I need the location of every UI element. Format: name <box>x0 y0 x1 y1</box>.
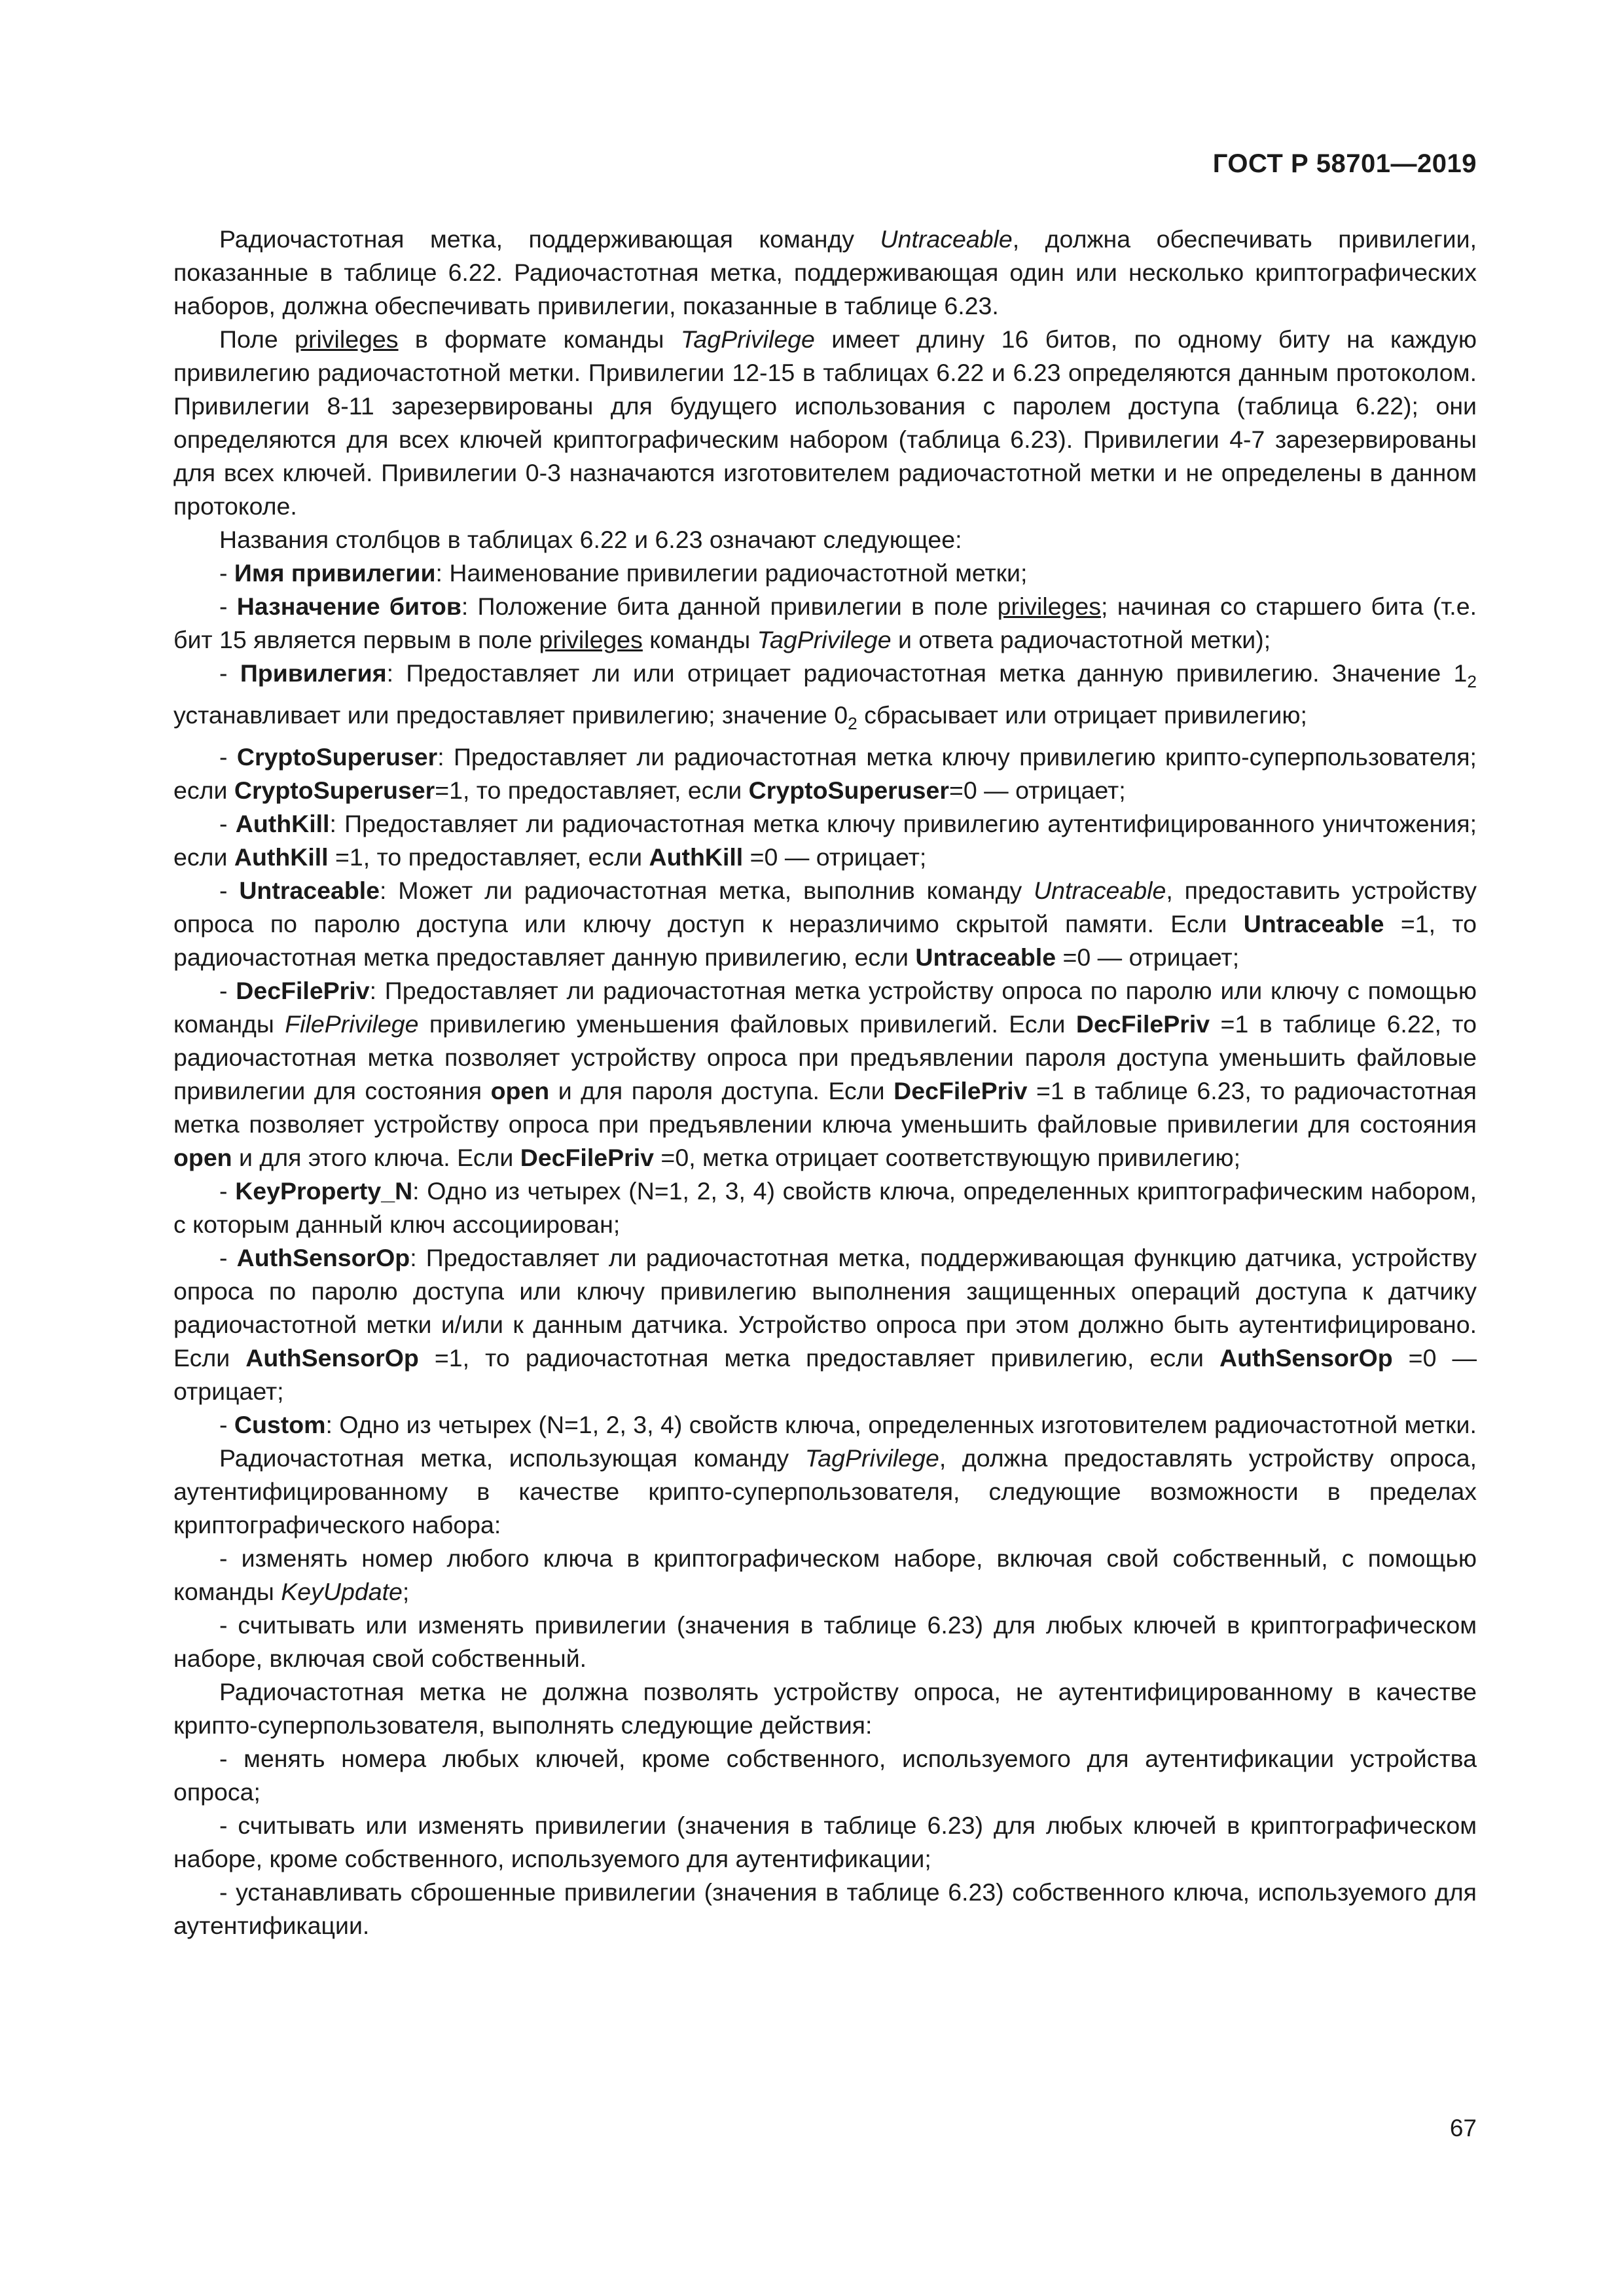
paragraph-p18 <box>173 1742 1477 1809</box>
text-run: =0, метка отрицает соответствующую привилегию; <box>654 1144 1241 1172</box>
text-run: privileges <box>539 626 643 653</box>
text-run: =0 — отрицает; <box>949 776 1126 805</box>
text-run: =1 в таблице 6.22, то радиочастотная метка позволяет устройству опроса при предъявлении пароля доступа уменьшить файловые привилегии для состояния <box>173 1010 1477 1105</box>
text-run: =1, то предоставляет, если <box>328 843 649 871</box>
text-run: : Наименование привилегии радиочастотной метки; <box>435 559 1028 587</box>
text-run: и ответа радиочастотной метки); <box>891 626 1271 653</box>
text-run: - <box>219 1177 236 1205</box>
text-run: - <box>219 743 237 771</box>
text-run: open <box>173 1144 232 1172</box>
text-run: CryptoSuperuser <box>234 776 435 805</box>
text-run: : Предоставляет ли радиочастотная метка ключу привилегию аутентифицированного уничтожения; если <box>173 810 1477 871</box>
text-run: =0 — отрицает; <box>173 1344 1477 1406</box>
text-run: : Предоставляет ли или отрицает радиочастотная метка данную привилегию. Значение 1 <box>386 659 1468 687</box>
text-run: - <box>219 592 237 620</box>
paragraph-p19 <box>173 1809 1477 1876</box>
text-run: AuthSensorOp <box>245 1344 419 1372</box>
text-run: имеет длину 16 битов, по одному биту на каждую привилегию радиочастотной метки. Привилегии 12-15 в таблицах 6.22 и 6.23 определяются данным протоколом. Привилегии 8-11 зарезервированы для будущего использования с паролем доступа (таблица 6.22); они определяются для всех ключей криптографическим набором (таблица 6.23). Привилегии 4-7 зарезервированы для всех ключей. Привилегии 0-3 назначаются изготовителем радиочастотной метки и не определены в данном протоколе. <box>173 325 1477 520</box>
paragraph-p9 <box>173 874 1477 974</box>
text-run: - <box>219 659 240 687</box>
text-run: - <box>219 1244 237 1272</box>
text-run: : Предоставляет ли радиочастотная метка, поддерживающая функцию датчика, устройству опроса по паролю доступа или ключу привилегию выполнения защищенных операций доступа к датчику радиочастотной метки и/или к данным датчика. Устройство опроса при этом должно быть аутентифицировано. Если <box>173 1244 1477 1372</box>
paragraph-p14 <box>173 1442 1477 1542</box>
paragraph-p8 <box>173 807 1477 874</box>
document-body <box>173 223 1477 1942</box>
text-run: : Одно из четырех (N=1, 2, 3, 4) свойств ключа, определенных криптографическим набором, с которым данный ключ ассоциирован; <box>173 1177 1477 1239</box>
text-run: Привилегия <box>240 659 387 687</box>
text-run: ; <box>402 1578 410 1606</box>
paragraph-p12 <box>173 1241 1477 1408</box>
text-run: CryptoSuperuser <box>748 776 949 805</box>
paragraph-p11 <box>173 1175 1477 1241</box>
text-run: - <box>219 877 240 905</box>
text-run: в формате команды <box>398 325 681 353</box>
text-run: Радиочастотная метка не должна позволять устройству опроса, не аутентифицированному в качестве крипто-суперпользователя, выполнять следующие действия: <box>173 1678 1477 1740</box>
text-run: : Предоставляет ли радиочастотная метка ключу привилегию крипто-суперпользователя; если <box>173 743 1477 805</box>
text-run: FilePrivilege <box>285 1010 419 1038</box>
text-run: : Предоставляет ли радиочастотная метка устройству опроса по паролю или ключу с помощью команды <box>173 977 1477 1038</box>
paragraph-p1 <box>173 223 1477 323</box>
text-run: Радиочастотная метка, поддерживающая команду <box>219 225 880 253</box>
text-run: - менять номера любых ключей, кроме собственного, используемого для аутентификации устройства опроса; <box>173 1745 1477 1806</box>
text-run: privileges <box>295 325 399 353</box>
text-run: , должна предоставлять устройству опроса, аутентифицированному в качестве крипто-суперпользователя, следующие возможности в пределах криптографического набора: <box>173 1444 1477 1539</box>
text-run: TagPrivilege <box>680 325 815 353</box>
page-header-standard: ГОСТ Р 58701—2019 <box>1212 149 1477 178</box>
text-run: open <box>490 1077 550 1105</box>
text-run: AuthKill <box>234 843 329 871</box>
text-run: Названия столбцов в таблицах 6.22 и 6.23 означают следующее: <box>219 526 962 553</box>
text-run: - <box>219 559 234 587</box>
text-run: - <box>219 977 236 1005</box>
paragraph-p4 <box>173 556 1477 590</box>
paragraph-p20 <box>173 1876 1477 1942</box>
text-run: и для этого ключа. Если <box>232 1144 520 1172</box>
paragraph-p10 <box>173 974 1477 1175</box>
page-number: 67 <box>1449 2115 1477 2141</box>
text-run: KeyProperty_N <box>235 1177 413 1205</box>
text-run: AuthKill <box>649 843 744 871</box>
text-run: =1, то предоставляет, если <box>435 776 749 805</box>
text-run: - <box>219 810 236 838</box>
paragraph-p7 <box>173 740 1477 807</box>
paragraph-p16 <box>173 1609 1477 1675</box>
text-run: Назначение битов <box>236 592 461 620</box>
text-run: и для пароля доступа. Если <box>549 1077 894 1105</box>
paragraph-p6 <box>173 657 1477 740</box>
text-run: Untraceable <box>1034 877 1166 905</box>
text-run: TagPrivilege <box>757 626 892 653</box>
text-run: сбрасывает или отрицает привилегию; <box>857 701 1307 729</box>
text-run: : Одно из четырех (N=1, 2, 3, 4) свойств ключа, определенных изготовителем радиочастотной метки. <box>325 1411 1477 1439</box>
text-run: AuthSensorOp <box>1219 1344 1393 1372</box>
paragraph-p2 <box>173 323 1477 523</box>
text-run: Поле <box>219 325 295 353</box>
paragraph-p3 <box>173 523 1477 556</box>
text-run: 2 <box>848 714 857 734</box>
text-run: Untraceable <box>1243 910 1384 938</box>
text-run: =1, то радиочастотная метка предоставляет привилегию, если <box>418 1344 1220 1372</box>
text-run: , предоставить устройству опроса по паролю доступа или ключу доступ к неразличимо скрытой памяти. Если <box>173 877 1477 938</box>
text-run: privileges <box>997 592 1102 620</box>
text-run: Untraceable <box>915 943 1056 972</box>
text-run: DecFilePriv <box>520 1144 655 1172</box>
text-run: - изменять номер любого ключа в криптографическом наборе, включая свой собственный, с помощью команды <box>173 1544 1477 1606</box>
paragraph-p17 <box>173 1675 1477 1742</box>
text-run: : Может ли радиочастотная метка, выполнив команду <box>380 877 1034 905</box>
text-run: привилегию уменьшения файловых привилегий. Если <box>418 1010 1076 1038</box>
text-run: AuthKill <box>235 810 330 838</box>
text-run: - <box>219 1411 234 1439</box>
text-run: ; начиная со старшего бита (т.е. бит 15 является первым в поле <box>173 592 1477 653</box>
text-run: команды <box>642 626 757 653</box>
paragraph-p5 <box>173 590 1477 657</box>
paragraph-p15 <box>173 1542 1477 1609</box>
text-run: DecFilePriv <box>1075 1010 1210 1038</box>
text-run: =0 — отрицает; <box>743 843 927 871</box>
text-run: =1 в таблице 6.23, то радиочастотная метка позволяет устройству опроса при предъявлении ключа уменьшить файловые привилегии для состояния <box>173 1077 1477 1139</box>
text-run: DecFilePriv <box>893 1077 1028 1105</box>
text-run: =1, то радиочастотная метка предоставляет данную привилегию, если <box>173 910 1477 972</box>
text-run: - устанавливать сброшенные привилегии (значения в таблице 6.23) собственного ключа, используемого для аутентификации. <box>173 1878 1477 1940</box>
text-run: Custom <box>234 1411 326 1439</box>
text-run: : Положение бита данной привилегии в поле <box>461 592 998 620</box>
text-run: , должна обеспечивать привилегии, показанные в таблице 6.22. Радиочастотная метка, поддерживающая один или несколько криптографических наборов, должна обеспечивать привилегии, показанные в таблице 6.23. <box>173 225 1477 319</box>
text-run: AuthSensorOp <box>236 1244 410 1272</box>
text-run: CryptoSuperuser <box>236 743 438 771</box>
text-run: - считывать или изменять привилегии (значения в таблице 6.23) для любых ключей в криптографическом наборе, кроме собственного, используемого для аутентификации; <box>173 1812 1477 1873</box>
text-run: DecFilePriv <box>236 977 370 1005</box>
text-run: Untraceable <box>880 225 1013 253</box>
text-run: Радиочастотная метка, использующая команду <box>219 1444 805 1472</box>
text-run: TagPrivilege <box>804 1444 939 1472</box>
text-run: Untraceable <box>239 877 380 905</box>
text-run: устанавливает или предоставляет привилегию; значение 0 <box>173 701 848 729</box>
text-run: 2 <box>1467 672 1477 692</box>
text-run: Имя привилегии <box>234 559 436 587</box>
text-run: =0 — отрицает; <box>1056 943 1240 972</box>
text-run: KeyUpdate <box>281 1578 403 1606</box>
paragraph-p13 <box>173 1408 1477 1442</box>
text-run: - считывать или изменять привилегии (значения в таблице 6.23) для любых ключей в криптографическом наборе, включая свой собственный. <box>173 1611 1477 1673</box>
